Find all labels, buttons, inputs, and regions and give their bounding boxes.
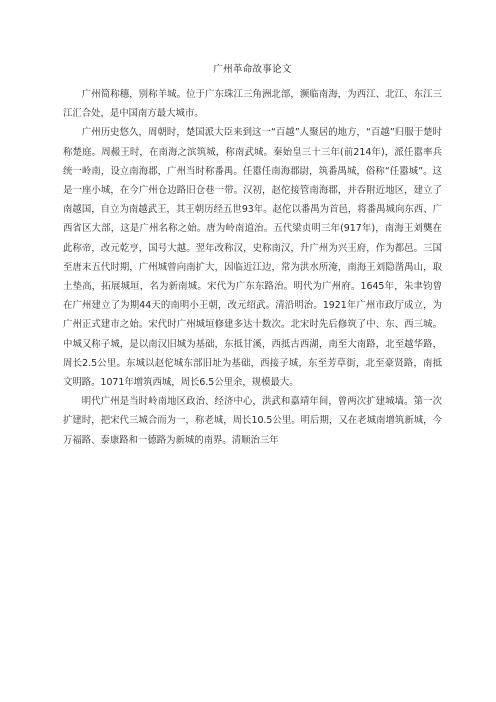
paragraph-2: 广州历史悠久，周朝时，楚国派大臣来到这一“百越”人聚居的地方，“百越”归服于楚时称楚庭。周赧王时，在南海之滨筑城，称南武城。秦始皇三十三年(前214年)，派任嚣率兵统一岭南，设立南海郡，广州当时称番禺。任嚣任南海郡尉，筑番禺城，俗称“任嚣城”。这是一座小城，在今广州仓边路旧仓巷一带。汉初，赵佗接管南海郡，并吞附近地区，建立了南越国，自立为南越武王，其王朝历经五世93年。赵佗以番禺为首邑，将番禺城向东西、广西省区大部，这是广州名称之始。唐为岭南道治。五代梁贞明三年(917年)，南海王刘龑在此称帝，改元乾亨，国号大越。翌年改称汉，史称南汉，升广州为兴王府，作为都邑。三国至唐末五代时期，广州城曾向南扩大，因临近江边，常为洪水所淹，南海王刘隐凿禺山，取土垫高，拓展城垣，名为新南城。宋代为广东东路治。明代为广州府。1645年，朱聿钧曾在广州建立了为期44天的南明小王朝，改元绍武。清沿明治。1921年广州市政厅成立，为广州正式建市之始。宋代时广州城垣修建多达十数次。北宋时先后修筑了中、东、西三城。中城又称子城，是以南汉旧城为基础，东抵甘溪，西抵古西湖，南至大南路，北至越华路，周长2.5公里。东城以赵佗城东部旧址为基础，西接子城，东至芳草街，北至豪贤路，南抵文明路。1071年增筑西城，周长6.5公里余，规模最大。 [63,127,442,389]
paragraph-3: 明代广州是当时岭南地区政治、经济中心，洪武和嘉靖年间，曾两次扩建城墙。第一次扩建时，把宋代三城合而为一，称老城，周长10.5公里。明后期，又在老城南增筑新城，今万福路、泰康路和一德路为新城的南界。清顺治三年 [63,396,442,446]
document-title: 广州革命故事论文 [213,64,292,75]
paragraph-1: 广州简称穗，别称羊城。位于广东珠江三角洲北部，濒临南海，为西江、北江、东江三江汇合处，是中国南方最大城市。 [63,89,442,120]
